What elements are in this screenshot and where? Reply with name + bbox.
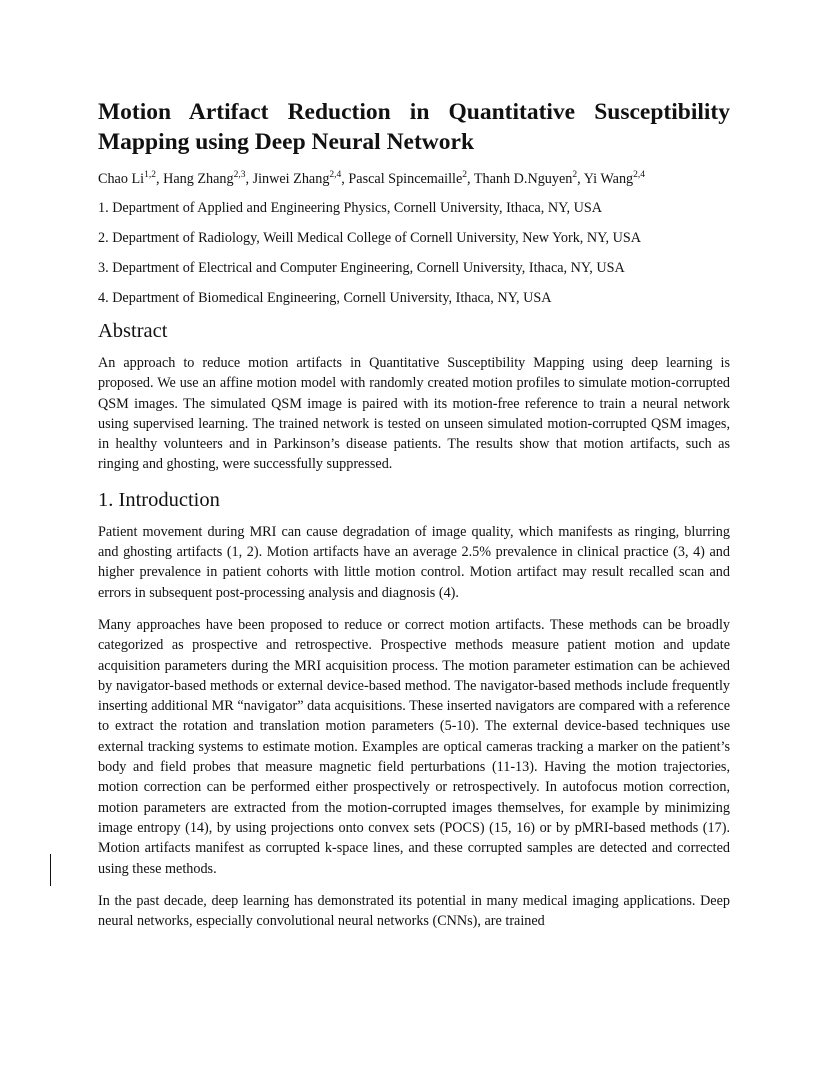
author-list xyxy=(98,169,730,189)
introduction-paragraph: In the past decade, deep learning has demonstrated its potential in many medical imaging applications. Deep neural networks, especially convolutional neural networks (CNNs), are trained xyxy=(98,892,730,930)
author: Hang Zhang$^{2,3}$, xyxy=(163,170,253,187)
affiliation-line: 2. Department of Radiology, Weill Medical College of Cornell University, New York, NY, USA xyxy=(98,230,642,246)
author-affiliation-mark: 2,3 xyxy=(233,170,246,180)
abstract-heading: Abstract xyxy=(98,320,168,342)
paper-title: Motion Artifact Reduction in Quantitative Susceptibility Mapping using Deep Neural Network xyxy=(98,99,730,155)
author: Yi Wang$^{2,4}$ xyxy=(583,170,646,187)
introduction-paragraph: Many approaches have been proposed to reduce or correct motion artifacts. These methods can be broadly categorized as prospective and retrospective. Prospective methods measure patient motion and update acquisition parameters during the MRI acquisition process. The motion parameter estimation can be achieved by navigator-based methods or external device-based method. The navigator-based methods include frequently inserting additional MR “navigator” data acquisitions. These inserted navigators are compared with a reference to extract the rotation and translation motion parameters (5-10). The external device-based techniques use external tracking systems to estimate motion. Examples are optical cameras tracking a marker on the patient’s body and field probes that measure magnetic field perturbations (11-13). Having the motion trajectories, motion correction can be performed either prospectively or retrospectively. In autofocus motion correction, motion parameters are extracted from the motion-corrupted images themselves, for example by minimizing image entropy (14), by using projections onto convex sets (POCS) (15, 16) or by pMRI-based methods (17). Motion artifacts manifest as corrupted k-space lines, and these corrupted samples are detected and corrected using these methods. xyxy=(98,616,730,877)
abstract-text: An approach to reduce motion artifacts in Quantitative Susceptibility Mapping using deep learning is proposed. We use an affine motion model with randomly created motion profiles to simulate motion-corrupted QSM images. The simulated QSM image is paired with its motion-free reference to train a neural network using supervised learning. The trained network is tested on unseen simulated motion-corrupted QSM images, in healthy volunteers and in Parkinson’s disease patients. The results show that motion artifacts, such as ringing and ghosting, were successfully suppressed. xyxy=(98,355,730,473)
introduction-paragraph: Patient movement during MRI can cause degradation of image quality, which manifests as ringing, blurring and ghosting artifacts (1, 2). Motion artifacts have an average 2.5% prevalence in clinical practice (3, 4) and higher prevalence in patient cohorts with little motion control. Motion artifact may result recalled scan and errors in subsequent post-processing analysis and diagnosis (4). xyxy=(98,523,730,601)
author: Thanh D.Nguyen$^2$, xyxy=(473,170,584,187)
author: Jinwei Zhang$^{2,4}$, xyxy=(252,170,349,187)
author-affiliation-mark: 2,4 xyxy=(329,170,342,180)
revision-change-bar xyxy=(50,854,51,886)
author-affiliation-mark: 2 xyxy=(572,170,578,180)
author-affiliation-mark: 2 xyxy=(462,170,468,180)
author-affiliation-mark: 1,2 xyxy=(144,170,156,180)
affiliation-line: 1. Department of Applied and Engineering Physics, Cornell University, Ithaca, NY, USA xyxy=(98,200,602,216)
author: Pascal Spincemaille$^2$, xyxy=(348,170,474,187)
author: Chao Li$^{1,2}$, xyxy=(98,170,164,187)
affiliation-line: 3. Department of Electrical and Computer Engineering, Cornell University, Ithaca, NY, USA xyxy=(98,260,625,276)
author-affiliation-mark: 2,4 xyxy=(633,170,646,180)
affiliation-line: 4. Department of Biomedical Engineering, Cornell University, Ithaca, NY, USA xyxy=(98,290,552,306)
introduction-heading: 1. Introduction xyxy=(98,488,220,511)
paper-page xyxy=(98,97,730,943)
